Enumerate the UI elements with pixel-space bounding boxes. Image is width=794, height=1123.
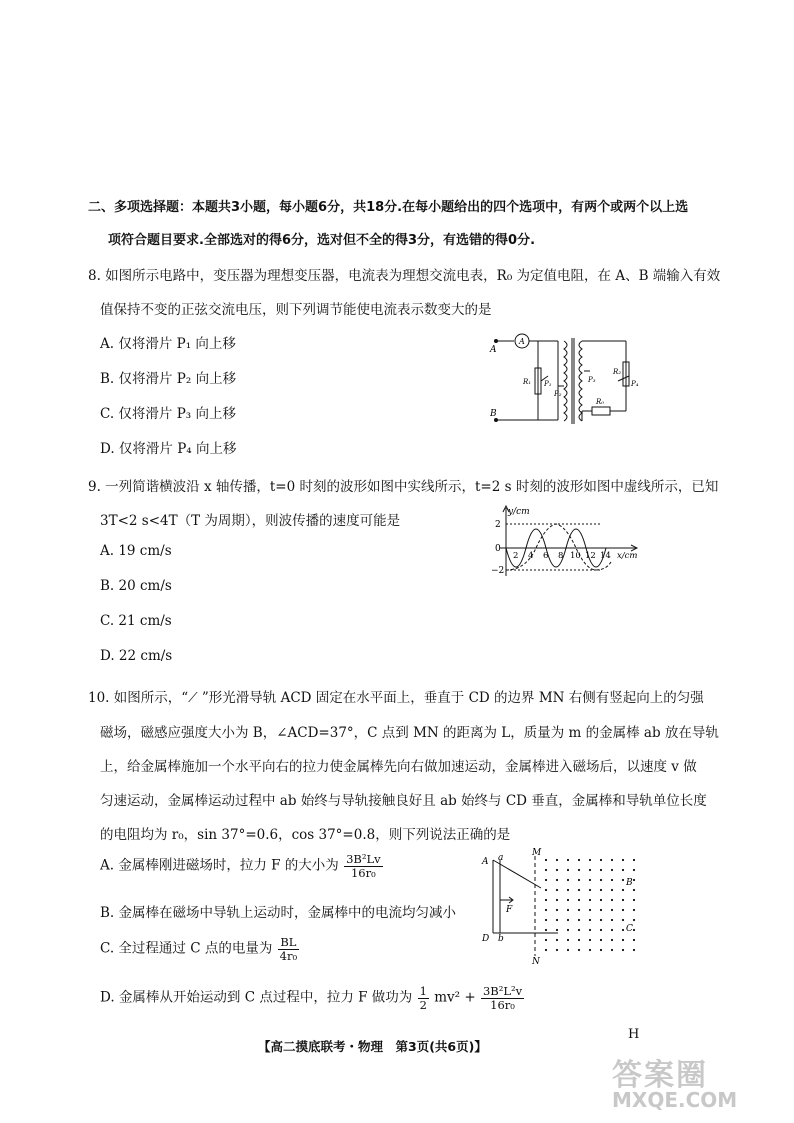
- q10-fig-label-a-upper: A: [482, 857, 489, 867]
- field-dot: [556, 919, 558, 921]
- q8-stem-line2: 值保持不变的正弦交流电压，则下列调节能使电流表示数变大的是: [100, 302, 492, 318]
- q10-fig-label-d: D: [482, 934, 490, 944]
- field-dot: [633, 879, 635, 881]
- field-dot: [633, 899, 635, 901]
- field-dot: [600, 879, 602, 881]
- field-dot: [567, 939, 569, 941]
- q10-stem-line3: 上，给金属棒施加一个水平向右的拉力使金属棒先向右做加速运动，金属棒进入磁场后，以速度 v 做: [100, 759, 697, 775]
- field-dot: [589, 869, 591, 871]
- q10-fig-label-b-field: B: [626, 878, 633, 888]
- field-dot: [600, 889, 602, 891]
- field-dot: [633, 929, 635, 931]
- q10-stem-line2: 磁场，磁感应强度大小为 B，∠ACD=37°，C 点到 MN 的距离为 L，质量为 m 的金属棒 ab 放在导轨: [100, 725, 719, 741]
- q10-fig-label-n: N: [532, 957, 540, 966]
- q8-fig-ammeter-label: A: [519, 337, 525, 346]
- field-dot: [578, 929, 580, 931]
- q8-fig-label-a: A: [490, 345, 497, 355]
- field-dot: [600, 899, 602, 901]
- field-dot: [545, 929, 547, 931]
- field-dot: [622, 939, 624, 941]
- field-dot: [589, 949, 591, 951]
- field-dot: [567, 899, 569, 901]
- field-dot: [545, 899, 547, 901]
- field-dot: [622, 889, 624, 891]
- field-dot: [556, 949, 558, 951]
- field-dot: [567, 879, 569, 881]
- field-dot: [545, 879, 547, 881]
- field-dot: [611, 929, 613, 931]
- q9-x-tick-14: 14: [600, 551, 611, 561]
- field-dot: [556, 869, 558, 871]
- q8-fig-label-p1: P₁: [544, 380, 552, 388]
- q9-x-tick-2: 2: [513, 551, 519, 561]
- q10-fig-label-b-lower: b: [498, 934, 504, 944]
- field-dot: [600, 909, 602, 911]
- q8-fig-label-r2: R₂: [613, 368, 622, 376]
- q8-option-d: D. 仅将滑片 P₄ 向上移: [100, 441, 237, 457]
- field-dot: [589, 899, 591, 901]
- field-dot: [622, 899, 624, 901]
- q10-fig-label-f: F: [506, 905, 513, 915]
- q10-option-d-denominator: 16r₀: [490, 997, 515, 1012]
- field-dot: [633, 889, 635, 891]
- field-dot: [622, 869, 624, 871]
- q10-stem-line5: 的电阻均为 r₀，sin 37°=0.6，cos 37°=0.8，则下列说法正确的是: [100, 827, 511, 843]
- field-dot: [578, 879, 580, 881]
- q9-stem-line1: 9. 一列简谐横波沿 x 轴传播，t=0 时刻的波形如图中实线所示，t=2 s 时刻的波形如图中虚线所示，已知: [88, 479, 719, 495]
- field-dot: [567, 889, 569, 891]
- field-dot: [622, 909, 624, 911]
- q10-option-b: B. 金属棒在磁场中导轨上运动时，金属棒中的电流均匀减小: [100, 905, 457, 921]
- field-dot: [611, 919, 613, 921]
- q10-option-d-half-fraction: [418, 985, 429, 1011]
- q8-fig-label-p3: P₃: [588, 376, 596, 384]
- section-heading-line2: 项符合题目要求.全部选对的得6分，选对但不全的得3分，有选错的得0分.: [108, 233, 536, 248]
- q8-fig-label-p4: P₄: [631, 380, 639, 388]
- q9-x-axis-label: x/cm: [617, 551, 638, 561]
- field-dot: [567, 869, 569, 871]
- q10-option-c-denominator: 4r₀: [279, 948, 298, 963]
- field-dot: [622, 879, 624, 881]
- q9-y-tick-0: 0: [495, 544, 501, 554]
- q10-fig-label-a-lower: a: [498, 853, 504, 863]
- field-dot: [578, 859, 580, 861]
- q9-option-d: D. 22 cm/s: [100, 648, 173, 664]
- field-dot: [578, 889, 580, 891]
- q8-option-b: B. 仅将滑片 P₂ 向上移: [100, 371, 237, 387]
- field-dot: [633, 869, 635, 871]
- q8-option-c: C. 仅将滑片 P₃ 向上移: [100, 406, 237, 422]
- field-dot: [567, 929, 569, 931]
- q9-wave-graph: [486, 502, 644, 580]
- q9-option-b: B. 20 cm/s: [100, 578, 172, 594]
- field-dot: [611, 879, 613, 881]
- q10-stem-line1: 10. 如图所示，“⟋ ”形光滑导轨 ACD 固定在水平面上，垂直于 CD 的边界 MN 右侧有竖起向上的匀强: [88, 690, 704, 706]
- q10-magnetic-field-dots: [545, 859, 635, 951]
- field-dot: [545, 909, 547, 911]
- field-dot: [600, 869, 602, 871]
- q10-option-d-half-denominator: 2: [419, 997, 427, 1012]
- field-dot: [578, 899, 580, 901]
- q10-option-a-text: A. 金属棒刚进磁场时，拉力 F 的大小为: [100, 857, 339, 874]
- field-dot: [600, 949, 602, 951]
- field-dot: [556, 899, 558, 901]
- field-dot: [589, 889, 591, 891]
- field-dot: [556, 939, 558, 941]
- q8-circuit-diagram: [488, 326, 648, 431]
- q10-stem-line4: 匀速运动，金属棒运动过程中 ab 始终与导轨接触良好且 ab 始终与 CD 垂直，金属棒和导轨单位长度: [100, 793, 707, 809]
- field-dot: [545, 939, 547, 941]
- q8-stem-line1: 8. 如图所示电路中，变压器为理想变压器，电流表为理想交流电表，R₀ 为定值电阻，在 A、B 端输入有效: [88, 268, 721, 284]
- field-dot: [578, 919, 580, 921]
- q9-option-c: C. 21 cm/s: [100, 613, 172, 629]
- q10-fig-label-m: M: [532, 848, 542, 858]
- field-dot: [556, 889, 558, 891]
- q10-option-c-numerator: BL: [278, 936, 299, 950]
- field-dot: [633, 919, 635, 921]
- field-dot: [545, 949, 547, 951]
- q9-x-tick-4: 4: [528, 551, 534, 561]
- field-dot: [567, 909, 569, 911]
- field-dot: [633, 939, 635, 941]
- field-dot: [589, 939, 591, 941]
- q10-rail-field-diagram: [478, 848, 648, 966]
- q10-option-d-text: D. 金属棒从开始运动到 C 点过程中，拉力 F 做功为: [100, 989, 413, 1006]
- field-dot: [556, 909, 558, 911]
- field-dot: [600, 929, 602, 931]
- field-dot: [622, 949, 624, 951]
- q9-stem-line2: 3T<2 s<4T（T 为周期），则波传播的速度可能是: [100, 513, 401, 529]
- field-dot: [545, 859, 547, 861]
- field-dot: [611, 909, 613, 911]
- field-dot: [567, 859, 569, 861]
- field-dot: [633, 949, 635, 951]
- field-dot: [589, 929, 591, 931]
- q10-option-d-mid: mv² +: [434, 989, 476, 1006]
- q10-option-c: [100, 936, 300, 962]
- q9-x-tick-10: 10: [570, 551, 581, 561]
- q8-fig-label-r1: R₁: [523, 378, 532, 386]
- q10-option-d-half-numerator: 1: [419, 984, 427, 998]
- field-dot: [622, 929, 624, 931]
- watermark-url: MXQE.COM: [612, 1088, 738, 1112]
- field-dot: [567, 919, 569, 921]
- q9-x-tick-6: 6: [543, 551, 549, 561]
- field-dot: [578, 869, 580, 871]
- field-dot: [600, 919, 602, 921]
- q10-option-c-text: C. 全过程通过 C 点的电量为: [100, 940, 273, 957]
- field-dot: [589, 859, 591, 861]
- field-dot: [600, 859, 602, 861]
- field-dot: [589, 909, 591, 911]
- q10-option-a-numerator: 3B²Lv: [346, 852, 381, 866]
- q10-option-d-fraction: [481, 985, 524, 1011]
- q9-x-tick-12: 12: [585, 551, 596, 561]
- watermark-logo: 答案圈: [612, 1058, 708, 1093]
- field-dot: [611, 899, 613, 901]
- field-dot: [567, 949, 569, 951]
- q9-y-axis-label: y/cm: [508, 507, 530, 517]
- field-dot: [589, 919, 591, 921]
- field-dot: [556, 879, 558, 881]
- field-dot: [578, 939, 580, 941]
- field-dot: [633, 859, 635, 861]
- field-dot: [545, 869, 547, 871]
- field-dot: [611, 859, 613, 861]
- q10-option-d: [100, 985, 525, 1011]
- q10-option-a-fraction: [344, 853, 383, 879]
- q10-option-d-numerator: 3B²L²v: [482, 984, 523, 998]
- q8-fig-label-r0: R₀: [596, 398, 605, 406]
- field-dot: [589, 879, 591, 881]
- q9-y-tick-2: 2: [495, 520, 501, 530]
- field-dot: [611, 869, 613, 871]
- field-dot: [622, 859, 624, 861]
- field-dot: [600, 939, 602, 941]
- q8-fig-label-b: B: [490, 409, 497, 419]
- q9-y-tick-neg2: −2: [491, 566, 505, 576]
- q9-option-a: A. 19 cm/s: [100, 543, 172, 559]
- q10-option-a-denominator: 16r₀: [350, 865, 376, 880]
- q9-x-tick-8: 8: [558, 551, 564, 561]
- q10-option-a: [100, 853, 384, 879]
- field-dot: [622, 919, 624, 921]
- field-dot: [633, 909, 635, 911]
- q10-fig-label-c: C: [626, 924, 633, 934]
- field-dot: [578, 909, 580, 911]
- q10-option-c-fraction: [278, 936, 299, 962]
- field-dot: [545, 919, 547, 921]
- q8-option-a: A. 仅将滑片 P₁ 向上移: [100, 336, 236, 352]
- q8-fig-label-p2: P₂: [554, 390, 562, 398]
- page-footer: 【高二摸底联考・物理 第3页(共6页)】: [258, 1039, 487, 1054]
- field-dot: [545, 889, 547, 891]
- field-dot: [556, 929, 558, 931]
- paper-code: H: [628, 1027, 640, 1042]
- field-dot: [578, 949, 580, 951]
- field-dot: [556, 859, 558, 861]
- section-heading-line1: 二、多项选择题：本题共3小题，每小题6分，共18分.在每小题给出的四个选项中，有两个或两个以上选: [88, 200, 689, 215]
- field-dot: [611, 939, 613, 941]
- field-dot: [611, 949, 613, 951]
- field-dot: [611, 889, 613, 891]
